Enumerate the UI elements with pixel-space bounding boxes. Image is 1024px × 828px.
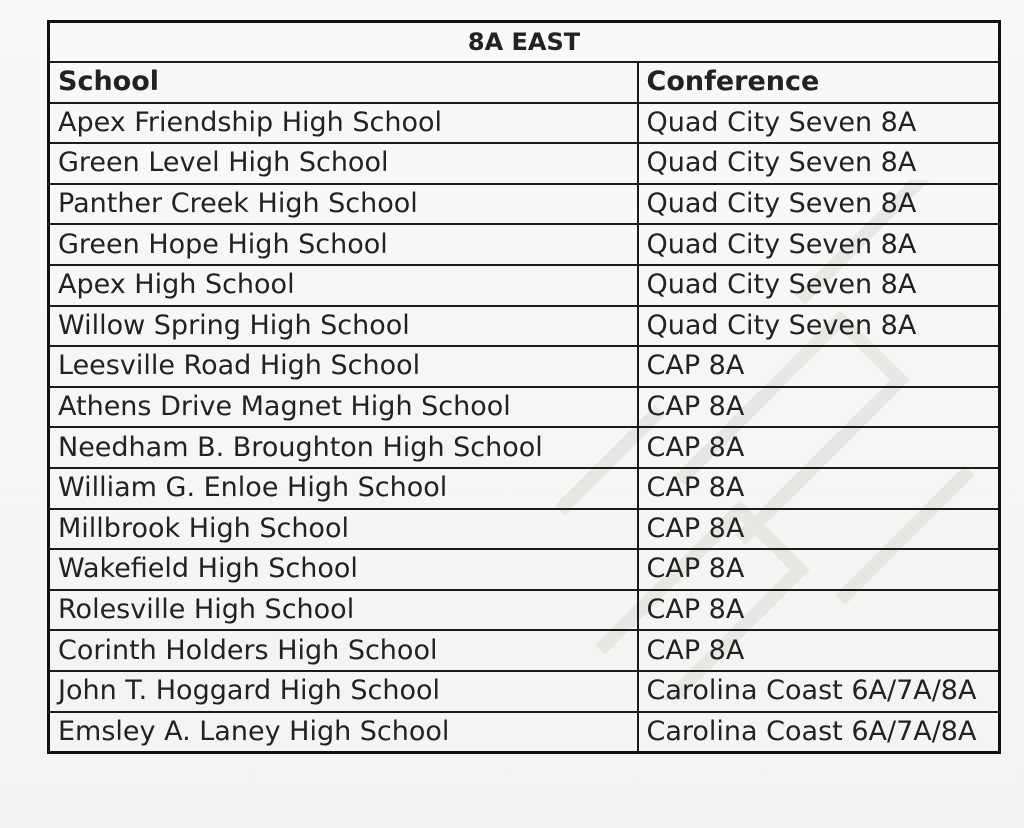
- table-row: [49, 306, 1000, 347]
- conference-cell: Quad City Seven 8A: [638, 143, 1000, 184]
- table-row: [49, 346, 1000, 387]
- school-cell: Corinth Holders High School: [49, 630, 638, 671]
- table-row: [49, 387, 1000, 428]
- table-row: [49, 143, 1000, 184]
- school-cell: Leesville Road High School: [49, 346, 638, 387]
- table-row: [49, 630, 1000, 671]
- table-row: [49, 184, 1000, 225]
- school-cell: Rolesville High School: [49, 590, 638, 631]
- school-cell: Wakefield High School: [49, 549, 638, 590]
- conference-cell: CAP 8A: [638, 427, 1000, 468]
- table-title: 8A EAST: [49, 22, 1000, 63]
- conference-cell: Quad City Seven 8A: [638, 103, 1000, 144]
- table-header-row: [49, 62, 1000, 103]
- table-row: [49, 224, 1000, 265]
- conference-table: [47, 20, 1001, 754]
- school-cell: William G. Enloe High School: [49, 468, 638, 509]
- conference-cell: Quad City Seven 8A: [638, 224, 1000, 265]
- conference-cell: CAP 8A: [638, 468, 1000, 509]
- table-row: [49, 590, 1000, 631]
- conference-cell: Quad City Seven 8A: [638, 265, 1000, 306]
- table-row: [49, 103, 1000, 144]
- school-cell: Willow Spring High School: [49, 306, 638, 347]
- table-body: [49, 103, 1000, 753]
- table-row: [49, 549, 1000, 590]
- conference-cell: Quad City Seven 8A: [638, 184, 1000, 225]
- conference-cell: CAP 8A: [638, 549, 1000, 590]
- column-header-conference: Conference: [638, 62, 1000, 103]
- conference-cell: CAP 8A: [638, 590, 1000, 631]
- table-row: [49, 509, 1000, 550]
- table-row: [49, 671, 1000, 712]
- school-cell: Apex Friendship High School: [49, 103, 638, 144]
- conference-cell: CAP 8A: [638, 509, 1000, 550]
- table-row: [49, 468, 1000, 509]
- school-cell: Panther Creek High School: [49, 184, 638, 225]
- conference-cell: CAP 8A: [638, 630, 1000, 671]
- school-cell: Needham B. Broughton High School: [49, 427, 638, 468]
- conference-cell: Carolina Coast 6A/7A/8A: [638, 712, 1000, 753]
- column-header-school: School: [49, 62, 638, 103]
- school-cell: Emsley A. Laney High School: [49, 712, 638, 753]
- conference-cell: Carolina Coast 6A/7A/8A: [638, 671, 1000, 712]
- conference-cell: CAP 8A: [638, 346, 1000, 387]
- school-cell: Green Hope High School: [49, 224, 638, 265]
- table-row: [49, 712, 1000, 753]
- school-cell: Athens Drive Magnet High School: [49, 387, 638, 428]
- school-cell: Green Level High School: [49, 143, 638, 184]
- conference-cell: Quad City Seven 8A: [638, 306, 1000, 347]
- school-cell: Millbrook High School: [49, 509, 638, 550]
- table-title-row: [49, 22, 1000, 63]
- school-cell: Apex High School: [49, 265, 638, 306]
- school-cell: John T. Hoggard High School: [49, 671, 638, 712]
- conference-cell: CAP 8A: [638, 387, 1000, 428]
- table-row: [49, 427, 1000, 468]
- table-row: [49, 265, 1000, 306]
